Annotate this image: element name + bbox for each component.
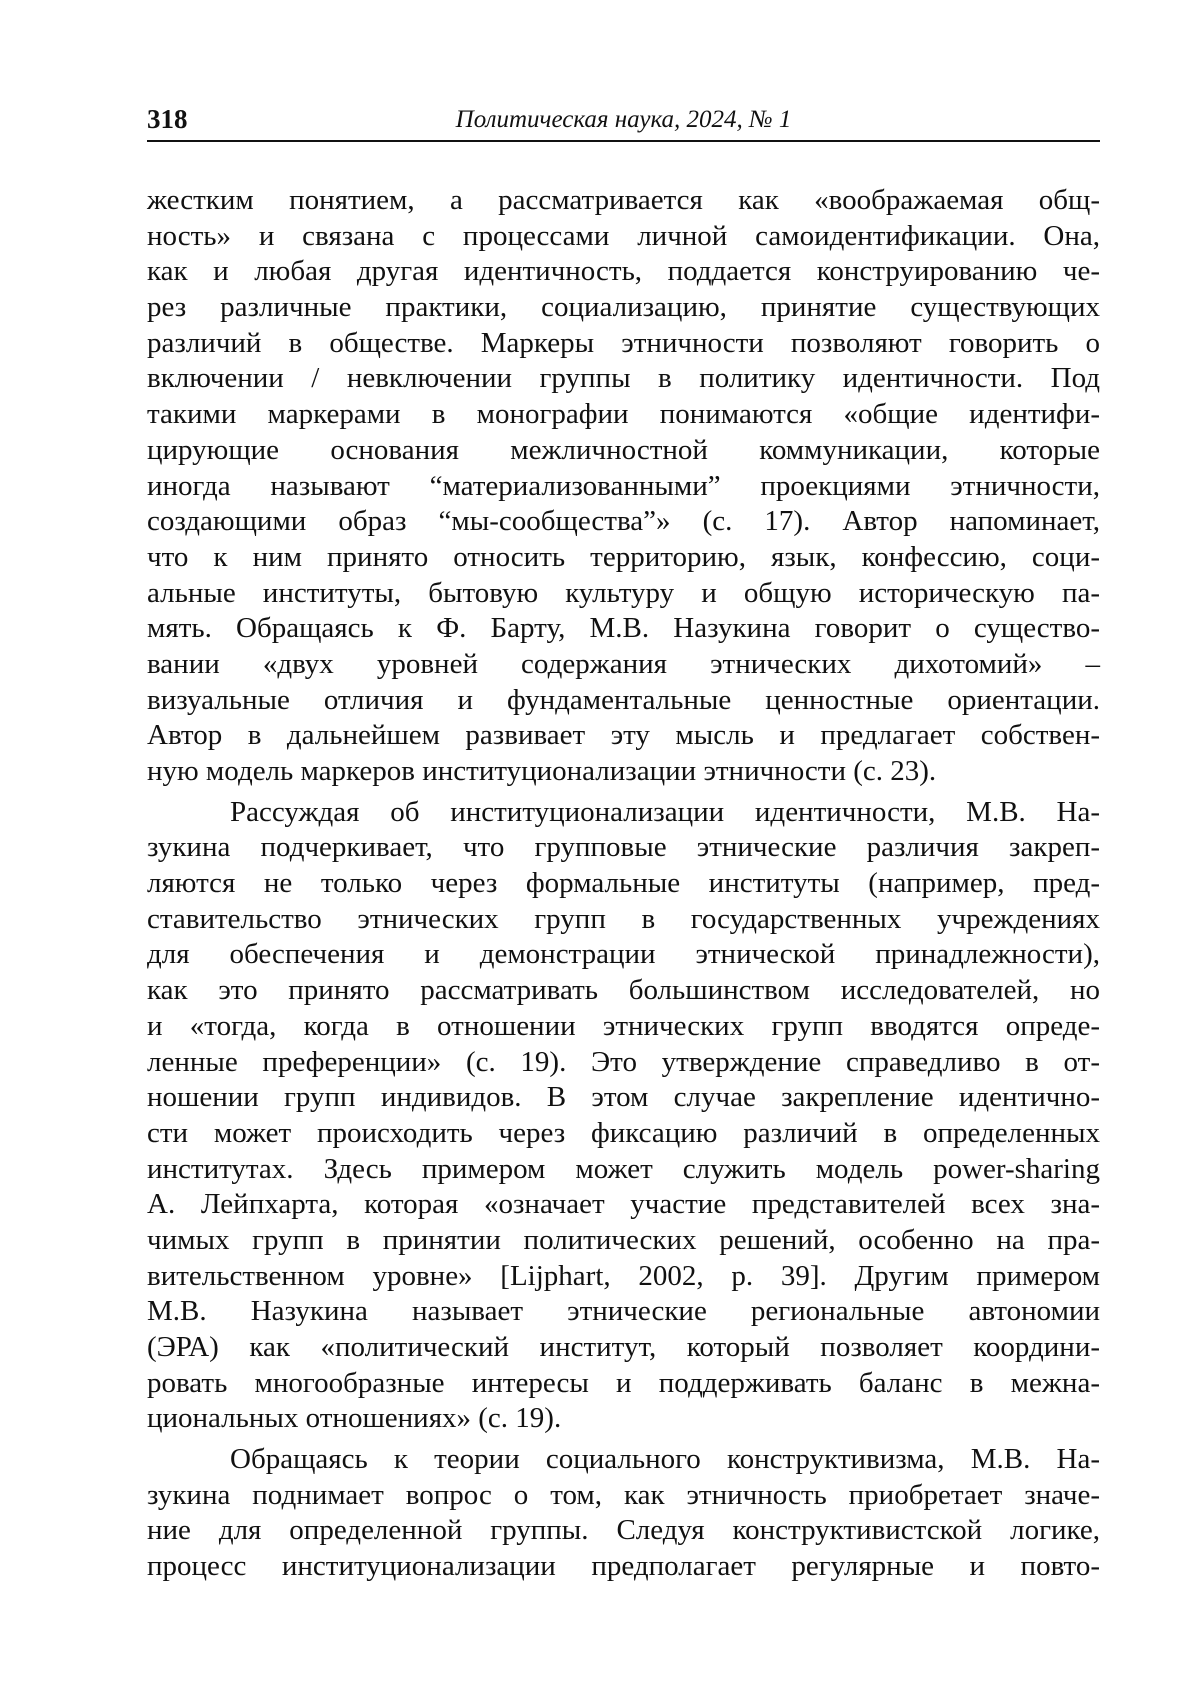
text-line: Рассуждая об институционализации идентичности, М.В. На-: [147, 795, 1100, 831]
text-line: как и любая другая идентичность, поддается конструированию че-: [147, 254, 1100, 290]
text-line: такими маркерами в монографии понимаются «общие идентифи-: [147, 397, 1100, 433]
text-line: зукина подчеркивает, что групповые этнические различия закреп-: [147, 830, 1100, 866]
text-line: циональных отношениях» (с. 19).: [147, 1401, 1100, 1437]
text-line: Автор в дальнейшем развивает эту мысль и предлагает собствен-: [147, 718, 1100, 754]
text-line: зукина поднимает вопрос о том, как этничность приобретает значе-: [147, 1478, 1100, 1514]
text-line: создающими образ “мы-сообщества”» (с. 17). Автор напоминает,: [147, 504, 1100, 540]
text-line: ставительство этнических групп в государственных учреждениях: [147, 902, 1100, 938]
text-line: А. Лейпхарта, которая «означает участие представителей всех зна-: [147, 1187, 1100, 1223]
text-line: вании «двух уровней содержания этнических дихотомий» –: [147, 647, 1100, 683]
text-line: и «тогда, когда в отношении этнических групп вводятся опреде-: [147, 1009, 1100, 1045]
text-line: вительственном уровне» [Lijphart, 2002, p. 39]. Другим примером: [147, 1259, 1100, 1295]
text-line: визуальные отличия и фундаментальные ценностные ориентации.: [147, 683, 1100, 719]
text-line: М.В. Назукина называет этнические региональные автономии: [147, 1294, 1100, 1330]
page-header: [147, 102, 1100, 142]
text-line: ние для определенной группы. Следуя конструктивистской логике,: [147, 1513, 1100, 1549]
text-line: институтах. Здесь примером может служить модель power-sharing: [147, 1152, 1100, 1188]
text-line: жестким понятием, а рассматривается как «воображаемая общ-: [147, 183, 1100, 219]
text-line: включении / невключении группы в политику идентичности. Под: [147, 361, 1100, 397]
text-line: для обеспечения и демонстрации этнической принадлежности),: [147, 937, 1100, 973]
text-line: чимых групп в принятии политических решений, особенно на пра-: [147, 1223, 1100, 1259]
text-line: ную модель маркеров институционализации этничности (с. 23).: [147, 754, 1100, 790]
paragraph: [147, 795, 1100, 1437]
text-line: ленные преференции» (с. 19). Это утверждение справедливо в от-: [147, 1045, 1100, 1081]
paragraph: [147, 1442, 1100, 1585]
text-line: ношении групп индивидов. В этом случае закрепление идентично-: [147, 1080, 1100, 1116]
text-line: сти может происходить через фиксацию различий в определенных: [147, 1116, 1100, 1152]
text-line: ровать многообразные интересы и поддерживать баланс в межна-: [147, 1366, 1100, 1402]
text-line: что к ним принято относить территорию, язык, конфессию, соци-: [147, 540, 1100, 576]
journal-running-head: Политическая наука, 2024, № 1: [147, 105, 1100, 135]
text-line: иногда называют “материализованными” проекциями этничности,: [147, 469, 1100, 505]
paragraph: [147, 183, 1100, 790]
text-line: ность» и связана с процессами личной самоидентификации. Она,: [147, 219, 1100, 255]
text-line: рез различные практики, социализацию, принятие существующих: [147, 290, 1100, 326]
text-line: цирующие основания межличностной коммуникации, которые: [147, 433, 1100, 469]
text-line: как это принято рассматривать большинством исследователей, но: [147, 973, 1100, 1009]
text-line: мять. Обращаясь к Ф. Барту, М.В. Назукина говорит о существо-: [147, 611, 1100, 647]
text-line: различий в обществе. Маркеры этничности позволяют говорить о: [147, 326, 1100, 362]
text-line: (ЭРА) как «политический институт, который позволяет координи-: [147, 1330, 1100, 1366]
text-line: процесс институционализации предполагает регулярные и повто-: [147, 1549, 1100, 1585]
text-line: ляются не только через формальные институты (например, пред-: [147, 866, 1100, 902]
text-line: Обращаясь к теории социального конструктивизма, М.В. На-: [147, 1442, 1100, 1478]
text-line: альные институты, бытовую культуру и общую историческую па-: [147, 576, 1100, 612]
page-number: 318: [147, 104, 188, 134]
body-text: [147, 183, 1100, 1585]
